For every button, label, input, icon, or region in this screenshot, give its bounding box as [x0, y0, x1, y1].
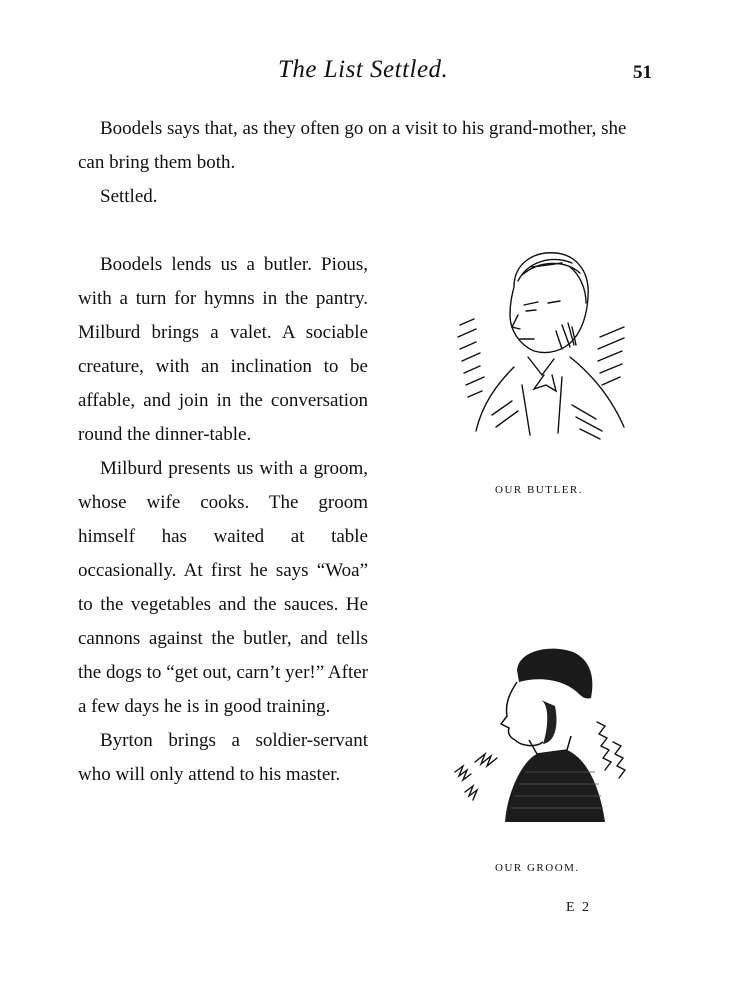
paragraph-groom: Milburd presents us with a groom, whose wife cooks. The groom himself has waited at table occasionally. At first he says “Woa” to the vegetables and the sauces. He cannons against the butler, and tells the dogs to “get out, carn’t yer!” After a few days he is in good training. — [78, 458, 368, 717]
full-width-text — [78, 112, 648, 214]
paragraph-butler: Boodels lends us a butler. Pious, with a turn for hymns in the pantry. Milburd brings a valet. A sociable creature, with an inclination to be affable, and join in the conversation round the dinner-table. — [78, 254, 368, 445]
butler-caption: OUR BUTLER. — [495, 484, 583, 496]
running-head — [0, 56, 751, 90]
butler-portrait-icon — [452, 245, 632, 445]
paragraph-grandmother: Boodels says that, as they often go on a visit to his grand-mother, she can bring them both. — [78, 118, 627, 173]
page-number: 51 — [633, 62, 652, 83]
butler-illustration — [452, 245, 632, 445]
signature-mark: E 2 — [566, 900, 592, 915]
groom-illustration — [445, 642, 635, 832]
groom-caption: OUR GROOM. — [495, 862, 580, 874]
groom-portrait-icon — [445, 642, 635, 832]
paragraph-settled: Settled. — [100, 186, 158, 207]
running-title: The List Settled. — [278, 56, 449, 83]
column-text — [78, 248, 368, 792]
paragraph-soldier-servant: Byrton brings a soldier-servant who will only attend to his master. — [78, 730, 368, 785]
